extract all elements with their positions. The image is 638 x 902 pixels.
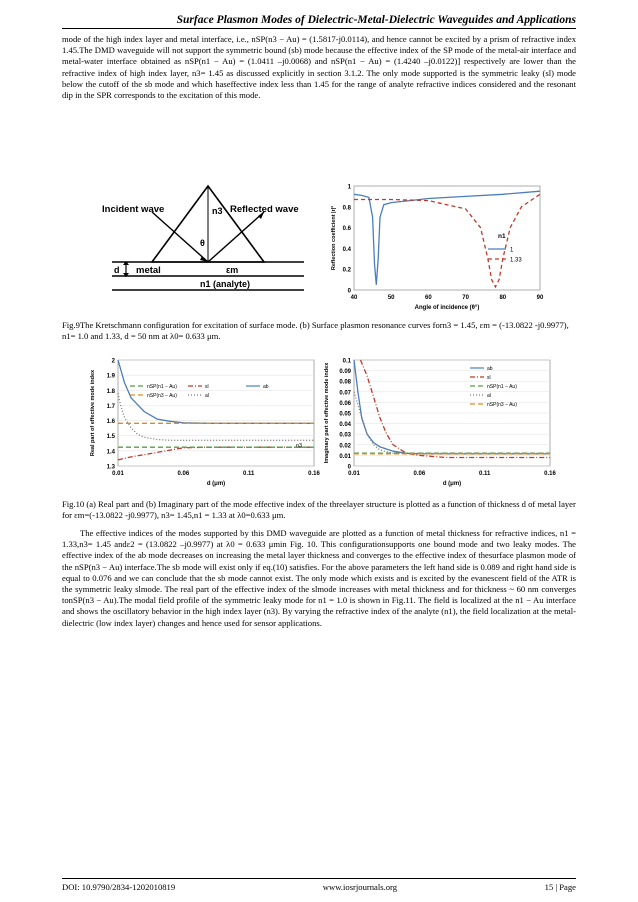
n1-analyte-label: n1 (analyte) [200,279,251,289]
y-tick-label: 1.6 [106,419,115,426]
x-tick-label: 0.11 [478,471,491,477]
eps-label: εm [226,265,239,275]
x-tick-label: 40 [350,295,358,301]
footer-doi: DOI: 10.9790/2834-1202010819 [62,882,176,892]
n3-label: n3 [212,206,223,216]
running-header: Surface Plasmon Modes of Dielectric-Metal-Dielectric Waveguides and Applications [62,14,576,29]
y-tick-label: 1.8 [106,388,115,395]
y-tick-label: 1.5 [106,434,115,441]
y-tick-label: 1.9 [106,373,115,380]
series-line-sl [361,360,551,458]
fig9-caption: Fig.9The Kretschmann configuration for excitation of surface mode. (b) Surface plasmon resonance curves forn3 = 1.45, εm = (-13.0822 -j0.9977), n1= 1.0 and 1.33, d = 50 nm at λ0= 0.633 μm. [62,320,569,342]
series-line-1.33 [354,194,540,287]
footer-site: www.iosrjournals.org [322,882,398,892]
series-line-ab [354,360,550,454]
y-tick-label: 0.05 [339,411,351,418]
x-tick-label: 0.16 [308,471,320,477]
d-label: d [114,265,120,275]
legend-entry: al [205,393,209,399]
y-tick-label: 1.4 [106,449,115,456]
x-tick-label: 0.01 [112,471,124,477]
y-tick-label: 0.04 [339,422,351,429]
y-tick-label: 0.1 [342,358,351,365]
x-tick-label: 90 [536,295,544,301]
legend-entry: 1.33 [510,257,522,264]
theta-label: θ [200,238,205,248]
y-tick-label: 0 [347,288,351,295]
series-line-sl [118,447,314,460]
y-tick-label: 1.3 [106,464,115,471]
y-axis-label: Imaginary part of effective mode index [324,362,330,464]
reflected-wave-label: Reflected wave [230,204,299,215]
footer-page: 15 | Page [544,882,576,892]
y-axis-label: Real part of effective mode index [90,369,96,457]
kretschmann-diagram [92,182,324,302]
legend-entry: ab [263,384,269,390]
x-tick-label: 80 [499,295,507,301]
legend-entry: 1 [510,247,514,254]
y-tick-label: 1.7 [106,403,115,410]
paragraph-2: The effective indices of the modes supported by this DMD waveguide are plotted as a function of metal thickness for refractive indices, n1 = 1.33,n3= 1.45 andε2 = (13.0822 –j0.9977) at λ0 = 0.633 μmin Fig. 10. This configurationsupports one bound mode and two leaky modes. The effective index of the ab mode decreases on increasing the metal layer thickness and converges to the effective index of thesurface plasmon mode of the nSP(n3 − Au) interface.The sb mode will exist only if eq.(10) satisfies. For the above parameters the left hand side is 0.089 and right hand side is equal to 0.076 and we can conclude that the sb mode cannot exist. The only mode which exists and is excited by the evanescent field of the ATR is the symmetric leaky slmode. The real part of the effective index of the slmode increases with metal thickness and for thickness ~ 60 nm converges tonSP(n3 − Au).The modal field profile of the symmetric leaky mode for n1 = 1.0 is shown in Fig.11. The field is localized at the n1 − Au interface and shows the oscillatory behavior in the high index layer (n3). By varying the refractive index of the analyte (n1), the field localization at the metal-dielectric (low index layer) changes and hence used for sensor applications. [62,528,576,628]
series-line-al [354,392,550,454]
real-index-chart [84,354,320,492]
y-tick-label: 0.01 [339,453,351,460]
imag-index-chart [318,354,558,492]
x-tick-label: 0.16 [544,471,556,477]
y-tick-label: 0.6 [342,226,351,233]
y-tick-label: 0.2 [342,267,351,274]
x-axis-label: d (μm) [442,481,462,487]
x-tick-label: 50 [387,295,395,301]
series-line-ab [118,360,314,423]
legend-entry: sl [205,384,209,390]
series-line-al [118,393,314,440]
y-tick-label: 0.06 [339,400,351,407]
y-tick-label: 0.8 [342,205,351,212]
x-tick-label: 0.06 [177,471,190,477]
y-tick-label: 2 [111,358,115,365]
y-tick-label: 0.02 [339,443,351,450]
x-tick-label: 70 [462,295,469,301]
fig10-caption: Fig.10 (a) Real part and (b) Imaginary part of the mode effective index of the threelayer structure is plotted as a function of thickness d of metal layer for εm=(-13.0822 -j0.9977), n3= 1.45,n1 = 1.33 at λ0=0.633 μm. [62,499,576,521]
legend-entry: sl [487,375,491,381]
plot-frame [354,186,540,290]
incident-wave-label: Incident wave [102,204,165,215]
legend-entry: nSP(n3 − Au) [487,402,517,408]
y-tick-label: 0.09 [339,369,351,376]
n3-annotation: n3 [296,442,303,449]
legend-entry: ab [487,366,493,372]
legend-entry: nSP(n1 − Au) [487,384,517,390]
paragraph-1: mode of the high index layer and metal interface, i.e., nSP(n3 − Au) = (1.5817-j0.0114), and hence cannot be excited by a prism of refractive index 1.45.The DMD waveguide will not support the symmetric bound (sb) mode because the effective index of the SP mode of the metal-air interface and metal-water interface obtained as nSP(n1 − Au) = (1.0411 –j0.0068) and nSP(n1 − Au) = (1.4240 –j0.0122)] respectively are lower than the refractive index of high index layer, n3= 1.45 as discussed explicitly in section 3.1.2. The only mode supported is the symmetric leaky (sl) mode below the cutoff of the sb mode and which haseffective index less than 1.45 for the range of analyte refractive indices considered and the resonant dip in the SPR corresponds to the excitation of this mode. [62,34,576,101]
legend-entry: nSP(n3 − Au) [147,393,177,399]
x-tick-label: 60 [425,295,432,301]
legend-title: n1 [498,233,506,240]
x-tick-label: 0.11 [242,471,255,477]
legend-entry: nSP(n1 − Au) [147,384,177,390]
y-tick-label: 0.08 [339,379,351,386]
y-tick-label: 0.4 [342,246,351,253]
x-axis-label: Angle of incidence (θ°) [414,305,480,311]
x-axis-label: d (μm) [206,481,226,487]
spr-curve-chart [326,182,548,312]
legend-entry: al [487,393,491,399]
x-tick-label: 0.01 [348,471,360,477]
y-tick-label: 0 [347,464,351,471]
page-footer [62,878,576,892]
y-axis-label: Reflection coefficient |r|² [331,205,337,271]
x-tick-label: 0.06 [413,471,426,477]
y-tick-label: 1 [347,184,351,191]
metal-label: metal [136,265,161,276]
y-tick-label: 0.07 [339,390,351,397]
y-tick-label: 0.03 [339,432,351,439]
